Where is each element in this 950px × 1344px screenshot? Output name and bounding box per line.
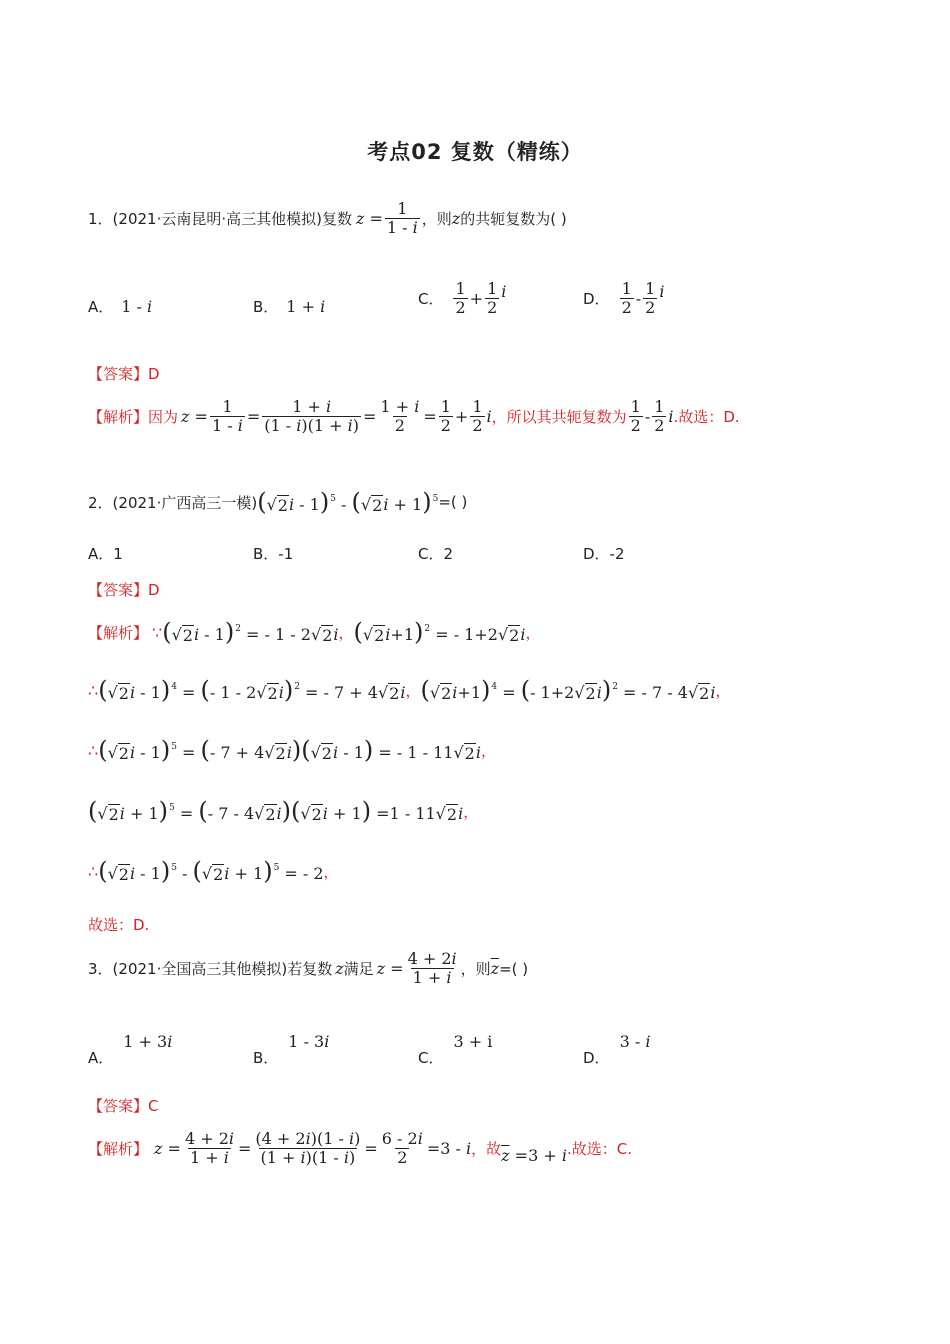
q2-analysis-label: 【解析】: [88, 623, 149, 642]
q1-formula-fraction: $\frac{1}{1 - i}$: [386, 199, 418, 238]
q2-conclusion: 故选：D.: [88, 916, 150, 934]
q2-formula: (√ 2 i - 1)$^5$ - (√ 2 i + 1)$^5$: [257, 488, 439, 516]
q1-option-d[interactable]: D． $\frac{1}{2}$ - $\frac{1}{2}$ i: [583, 279, 665, 318]
q3-stem-mid2: ，则: [460, 960, 491, 979]
q1-answer: 【答案】D: [88, 365, 160, 383]
q1-option-b[interactable]: [253, 296, 325, 317]
page-title: 考点02 复数（精练）: [367, 140, 583, 164]
q2-option-c[interactable]: C．2: [418, 545, 454, 563]
q3-option-b[interactable]: [253, 1032, 329, 1068]
q1-analysis-end: .故选：D.: [673, 408, 740, 427]
q1-option-b-label: B．: [253, 298, 279, 316]
q2-stem-suffix: =( ): [438, 493, 468, 511]
q2-analysis-line-4: (√ 2 i + 1)$^5$ = (- 7 - 4√ 2 i)(√ 2 i + 1) =1 - 11√ 2 i ，: [88, 797, 479, 825]
q3-analysis-end: .故选：C.: [566, 1140, 632, 1159]
q2-option-d[interactable]: D．-2: [583, 545, 625, 563]
q2-option-a[interactable]: A．1: [88, 545, 123, 563]
q3-stem-suffix: =( ): [499, 959, 529, 978]
q3-analysis: 【解析】 z = $\frac{4 + 2i}{1 + i}$ = $\frac{(4 + 2i)(1 - i)}{(1 + i)(1 - i)}$ = $\frac{6 - 2i}{2}$ =3 - i ，故 $\overline{z} =3 + i$ .故选：C.: [88, 1129, 632, 1168]
question-3-stem: 3．(2021·全国高三其他模拟)若复数 z 满足 z = $\frac{4 + 2i}{1 + i}$ ，则 $\overline{z}$ =( ): [88, 949, 529, 988]
q1-stem-prefix: 1．(2021·云南昆明·高三其他模拟)复数: [88, 210, 352, 229]
q2-analysis-line-5: ∴ (√ 2 i - 1)$^5$ - (√ 2 i + 1)$^5$ = - 2 ，: [88, 857, 339, 885]
q1-var-z: z: [451, 209, 461, 229]
q3-analysis-mid: ，故: [471, 1140, 502, 1159]
q2-answer: 【答案】D: [88, 581, 160, 599]
q1-formula-z: z =: [355, 209, 383, 229]
q2-analysis-line-2: ∴ (√ 2 i - 1)$^4$ = (- 1 - 2√ 2 i)$^2$ = - 7 + 4√ 2 i ， (√ 2 i+1)$^4$ = (- 1+2√ 2 i)$^2$ = - 7 - 4√ 2 i ，: [88, 676, 731, 704]
q1-stem-suffix: 的共轭复数为( ): [460, 210, 567, 229]
q2-analysis-line-1: 【解析】 ∵ (√ 2 i - 1)$^2$ = - 1 - 2√ 2 i ， (√ 2 i+1)$^2$ = - 1+2√ 2 i ，: [88, 618, 541, 646]
q3-option-c-label: C．: [418, 1049, 444, 1067]
q1-analysis-mid: ，所以其共轭复数为: [491, 408, 627, 427]
q2-option-b[interactable]: B．-1: [253, 545, 294, 563]
q3-analysis-label: 【解析】: [88, 1140, 149, 1159]
q1-stem-mid: ，则: [421, 210, 452, 229]
q1-option-d-label: D．: [583, 290, 610, 309]
q1-option-a-label: A．: [88, 298, 114, 316]
q3-option-d[interactable]: [583, 1032, 650, 1068]
question-2-stem: [88, 488, 467, 516]
q3-option-a-label: A．: [88, 1049, 114, 1067]
question-1-options: [88, 280, 868, 324]
q1-option-c[interactable]: C． $\frac{1}{2}$ + $\frac{1}{2}$ i: [418, 279, 507, 318]
q1-analysis: 【解析】 因为 z = $\frac{1}{1 - i}$ = $\frac{1 + i}{(1 - i)(1 + i)}$ = $\frac{1 + i}{2}$ = $\frac{1}{2}$ + $\frac{1}{2}$ i ，所以其共轭复数为 $\frac{1}{2}$ - $\frac{1}{2}$ i .故选：D.: [88, 397, 740, 436]
q3-option-d-value: 3 - i: [619, 1032, 651, 1051]
q3-answer: 【答案】C: [88, 1097, 159, 1115]
q1-analysis-because: 因为: [148, 408, 179, 427]
q3-option-b-label: B．: [253, 1049, 279, 1067]
q1-option-a-value: 1 - i: [121, 297, 153, 316]
q3-option-c[interactable]: [418, 1032, 492, 1068]
q3-stem-prefix: 3．(2021·全国高三其他模拟)若复数: [88, 960, 333, 979]
q2-stem-prefix: 2．(2021·广西高三一模): [88, 493, 258, 512]
q1-option-c-label: C．: [418, 290, 444, 309]
q3-option-b-value: 1 - 3i: [288, 1032, 330, 1051]
q1-option-a[interactable]: [88, 296, 152, 317]
question-3-options: [88, 1032, 868, 1068]
question-1-stem: [88, 200, 567, 238]
q3-option-a-value: 1 + 3i: [123, 1032, 173, 1051]
q3-option-c-value: 3 + i: [453, 1032, 493, 1051]
q1-analysis-label: 【解析】: [88, 408, 149, 427]
q3-option-a[interactable]: [88, 1032, 172, 1068]
q3-stem-mid: 满足: [343, 960, 374, 979]
q1-option-b-value: 1 + i: [286, 297, 326, 316]
q2-analysis-line-3: ∴ (√ 2 i - 1)$^5$ = (- 7 + 4√ 2 i)(√ 2 i - 1) = - 1 - 11√ 2 i ，: [88, 736, 496, 764]
q3-option-d-label: D．: [583, 1049, 610, 1067]
question-2-options: [88, 543, 868, 563]
